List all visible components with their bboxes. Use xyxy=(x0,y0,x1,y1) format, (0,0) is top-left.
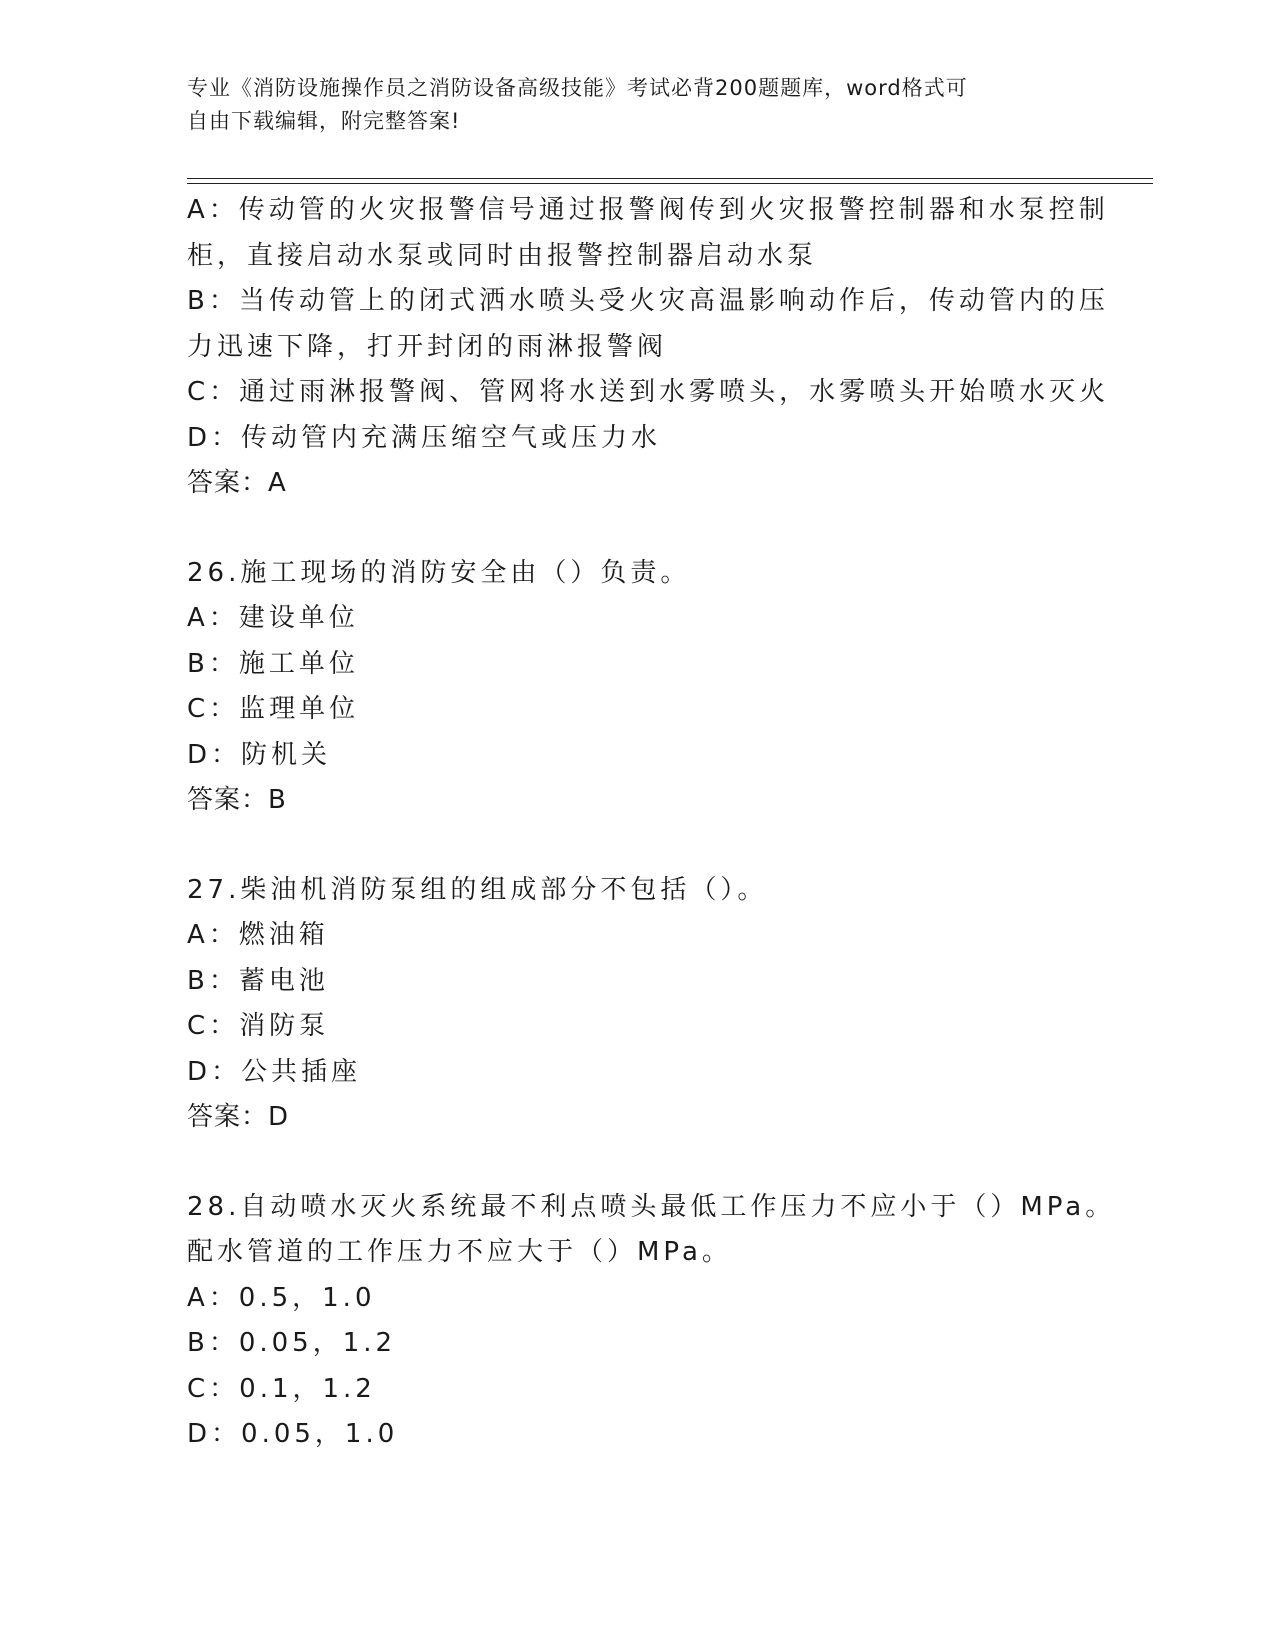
option-b: B：施工单位 xyxy=(187,648,359,679)
option-a: A：燃油箱 xyxy=(187,920,329,950)
question-stem: 27.柴油机消防泵组的组成部分不包括（）。 xyxy=(187,874,768,905)
option-b: B：0.05，1.2 xyxy=(187,1328,397,1358)
header-line-2: 自由下载编辑，附完整答案! xyxy=(187,109,461,133)
document-body xyxy=(187,188,1116,1458)
question-27 xyxy=(187,868,1087,1141)
answer-line: 答案：D xyxy=(187,1102,290,1132)
spacer xyxy=(187,1141,1087,1185)
header-divider-bottom xyxy=(187,183,1153,184)
question-28 xyxy=(187,1185,1116,1458)
option-b-line-2: 力迅速下降，打开封闭的雨淋报警阀 xyxy=(187,331,668,362)
spacer xyxy=(187,824,1087,868)
option-c: C：监理单位 xyxy=(187,694,360,724)
option-b-line-1: B：当传动管上的闭式洒水喷头受火灾高温影响动作后，传动管内的压 xyxy=(187,286,1109,316)
option-a-line-1: A：传动管的火灾报警信号通过报警阀传到火灾报警控制器和水泵控制 xyxy=(187,195,1109,225)
answer-line: 答案：B xyxy=(187,785,287,815)
question-stem-line-1: 28.自动喷水灭火系统最不利点喷头最低工作压力不应小于（）MPa。 xyxy=(187,1191,1116,1222)
question-stem: 26.施工现场的消防安全由（）负责。 xyxy=(187,557,691,588)
option-c: C：消防泵 xyxy=(187,1011,330,1041)
header-line-1: 专业《消防设施操作员之消防设备高级技能》考试必背200题题库，word格式可 xyxy=(187,76,968,100)
question-stem-line-2: 配水管道的工作压力不应大于（）MPa。 xyxy=(187,1237,732,1267)
option-d: D：0.05，1.0 xyxy=(187,1419,399,1449)
option-d: D：公共插座 xyxy=(187,1056,362,1087)
option-c: C：0.1，1.2 xyxy=(187,1373,376,1404)
option-d: D：防机关 xyxy=(187,739,332,770)
option-c: C：通过雨淋报警阀、管网将水送到水雾喷头，水雾喷头开始喷水灭火 xyxy=(187,377,1110,407)
spacer xyxy=(187,507,1087,551)
answer-line: 答案：A xyxy=(187,468,287,498)
question-26 xyxy=(187,551,1087,824)
header-divider-top xyxy=(187,178,1153,179)
document-header xyxy=(187,72,1067,138)
option-a: A：0.5，1.0 xyxy=(187,1282,376,1313)
option-a-line-2: 柜，直接启动水泵或同时由报警控制器启动水泵 xyxy=(187,240,818,271)
option-d: D：传动管内充满压缩空气或压力水 xyxy=(187,422,662,453)
option-b: B：蓄电池 xyxy=(187,965,329,996)
option-a: A：建设单位 xyxy=(187,603,359,633)
question-prev xyxy=(187,188,1110,507)
